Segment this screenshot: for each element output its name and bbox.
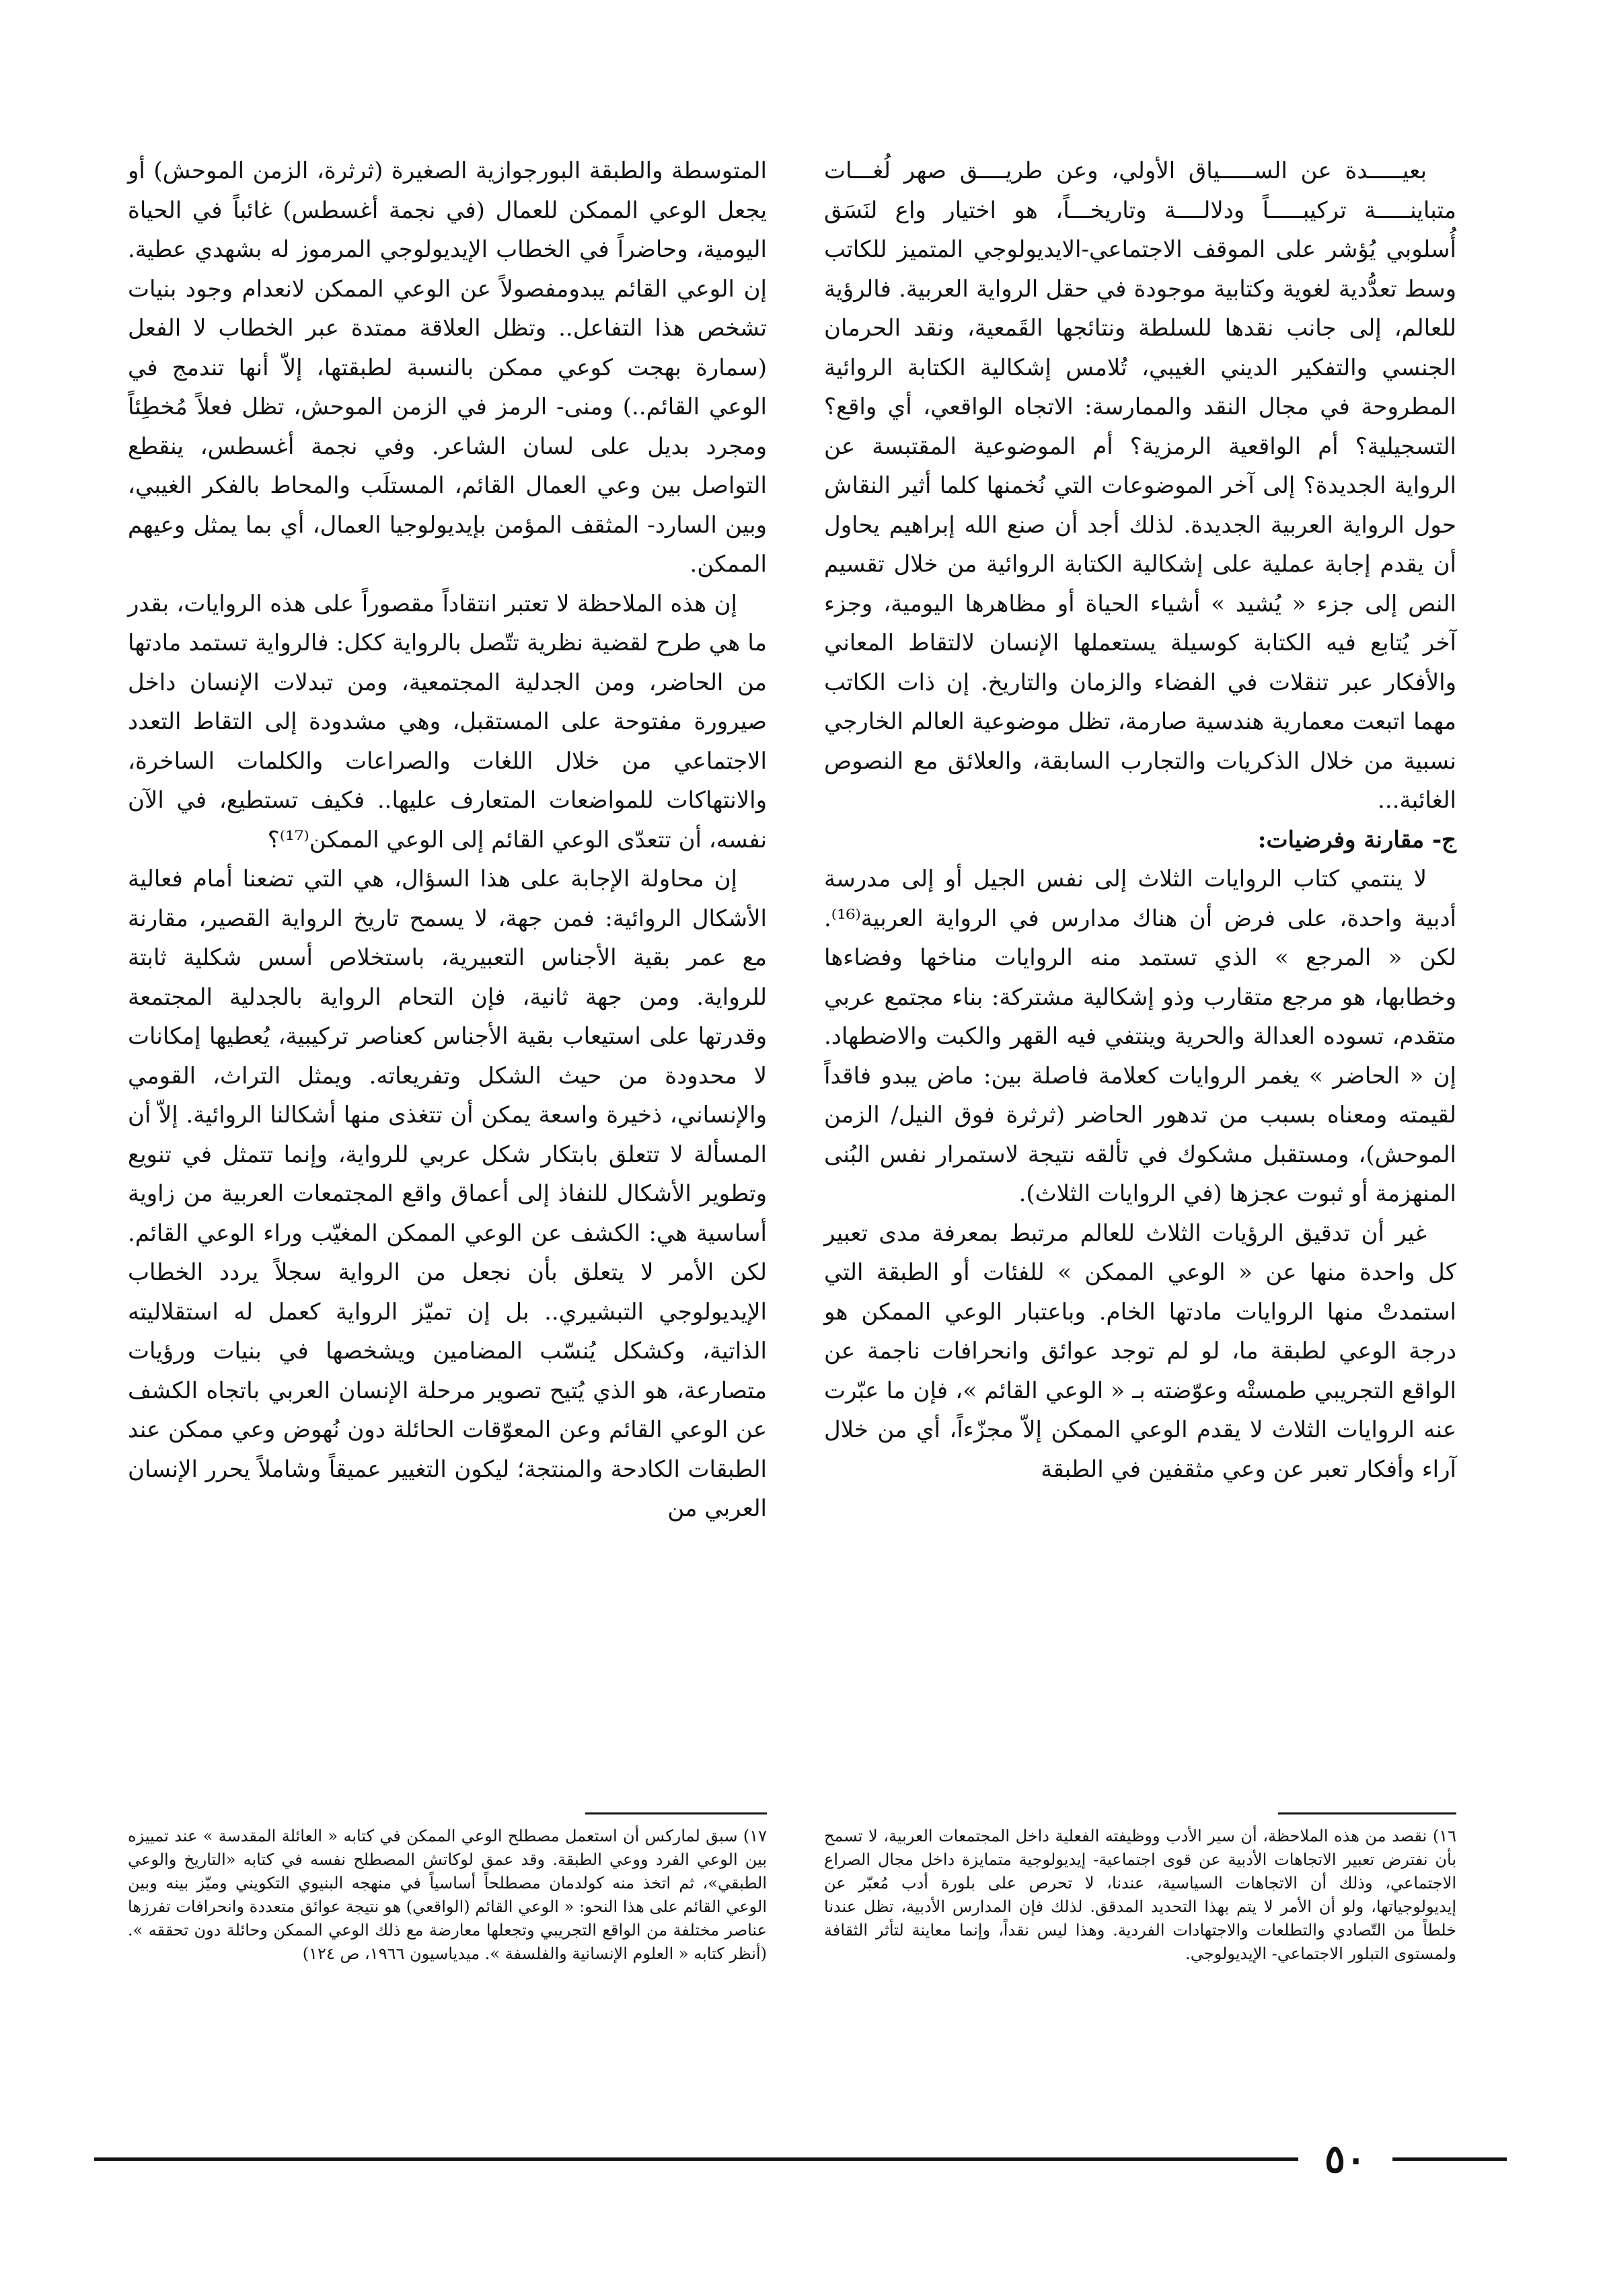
paragraph: المتوسطة والطبقة البورجوازية الصغيرة (ثرثرة، الزمن الموحش) أو يجعل الوعي الممكن للعمال (في نجمة أغسطس) غائباً في الحياة اليومية، وحاضراً في الخطاب الإيديولوجي المرموز له بشهدي عطية. إن الوعي القائم يبدومفصولاً عن الوعي الممكن لانعدام وجود بنيات تشخص هذا التفاعل.. وتظل العلاقة ممتدة عبر الخطاب لا الفعل (سمارة بهجت كوعي ممكن بالنسبة لطبقتها، إلاّ أنها تندمج في الوعي القائم..) ومنى- الرمز في الزمن الموحش، تظل فعلاً مُخطِئاً ومجرد بديل على لسان الشاعر. وفي نجمة أغسطس، ينقطع التواصل بين وعي العمال القائم، المستلَب والمحاط بالفكر الغيبي، وبين السارد- المثقف المؤمن بإيديولوجيا العمال، أي بما يمثل وعيهم الممكن. — [128, 157, 767, 578]
footnote-16 — [824, 1825, 1456, 1966]
paragraph: إن هذه الملاحظة لا تعتبر انتقاداً مقصوراً على هذه الروايات، بقدر ما هي طرح لقضية نظرية تتّصل بالرواية ككل: فالرواية تستمد مادتها من الحاضر، ومن الجدلية المجتمعية، ومن تبدلات الإنسان داخل صيرورة مفتوحة على المستقبل، وهي مشدودة إلى التقاط التعدد الاجتماعي من خلال اللغات والصراعات والكلمات الساخرة، والانتهاكات للمواضعات المتعارف عليها.. فكيف تستطيع، في الآن نفسه، أن تتعدّى الوعي القائم إلى الوعي الممكن⁽¹⁷⁾؟ — [128, 590, 767, 853]
footnote-rule-left — [585, 1812, 767, 1814]
footnote-text: ١٧) سبق لماركس أن استعمل مصطلح الوعي الممكن في كتابه « العائلة المقدسة » عند تمييزه بين الوعي الفرد ووعي الطبقة. وقد عمق لوكاتش المصطلح نفسه في كتابه «التاريخ والوعي الطبقي»، ثم اتخذ منه كولدمان مصطلحاً أساسياً في منهجه البنيوي التكويني وميّز بينه وبين الوعي القائم على هذا النحو: « الوعي القائم (الواقعي) هو نتيجة عوائق متعددة وانحرافات تفرزها عناصر مختلفة من الواقع التجريبي وتجعلها معارضة مع ذلك الوعي الممكن وحائلة دون تحققه ». (أنظر كتابه « العلوم الإنسانية والفلسفة ». ميدياسيون ١٩٦٦، ص ١٢٤) — [128, 1827, 768, 1963]
right-column — [824, 151, 1456, 1489]
footer-rule-right — [1392, 2157, 1507, 2161]
footnote-text: ١٦) نقصد من هذه الملاحظة، أن سير الأدب ووظيفته الفعلية داخل المجتمعات العربية، لا تسمح بأن نفترض تعبير الاتجاهات الأدبية عن قوى اجتماعية- إيديولوجية متمايزة داخل مجال الصراع الاجتماعي، وذلك أن الاتجاهات السياسية، عندنا، لا تحرص على بلورة أدب مُعبّر عن إيديولوجياتها، ولو أن الأمر لا يتم بهذا التحديد المدقق. لذلك فإن المدارس الأدبية، تظل عندنا خلطاً من التّصادي والتطلعات والاجتهادات الفردية. وهذا ليس نقداً، وإنما معاينة لتأثر الثقافة ولمستوى التبلور الاجتماعي- الإيديولوجي. — [824, 1827, 1456, 1963]
footer-rule-left — [94, 2157, 1298, 2161]
paragraph: غير أن تدقيق الرؤيات الثلاث للعالم مرتبط بمعرفة مدى تعبير كل واحدة منها عن « الوعي الممكن » للفئات أو الطبقة التي استمدتْ منها الروايات مادتها الخام. وباعتبار الوعي الممكن هو درجة الوعي لطبقة ما، لو لم توجد عوائق وانحرافات ناجمة عن الواقع التجريبي طمستْه وعوّضته بـ « الوعي القائم »، فإن ما عبّرت عنه الروايات الثلاث لا يقدم الوعي الممكن إلاّ مجزّءاً، أي من خلال آراء وأفكار تعبر عن وعي مثقفين في الطبقة — [824, 1219, 1456, 1483]
paragraph: لا ينتمي كتاب الروايات الثلاث إلى نفس الجيل أو إلى مدرسة أدبية واحدة، على فرض أن هناك مدارس في الرواية العربية⁽¹⁶⁾. لكن « المرجع » الذي تستمد منه الروايات مناخها وفضاءها وخطابها، هو مرجع متقارب وذو إشكالية مشتركة: بناء مجتمع عربي متقدم، تسوده العدالة والحرية وينتفي فيه القهر والكبت والاضطهاد. إن « الحاضر » يغمر الروايات كعلامة فاصلة بين: ماض يبدو فاقداً لقيمته ومعناه بسبب من تدهور الحاضر (ثرثرة فوق النيل/ الزمن الموحش)، ومستقبل مشكوك في تألقه نتيجة لاستمرار نفس البُنى المنهزمة أو ثبوت عجزها (في الروايات الثلاث). — [824, 866, 1456, 1207]
footnote-17 — [128, 1825, 767, 1966]
page-number: ٥٠ — [1324, 2136, 1367, 2182]
footnote-rule-right — [1278, 1812, 1456, 1814]
section-heading: ج- مقارنة وفرضيات: — [1257, 826, 1456, 853]
left-column — [128, 151, 767, 1529]
paragraph: إن محاولة الإجابة على هذا السؤال، هي التي تضعنا أمام فعالية الأشكال الروائية: فمن جهة، لا يسمح تاريخ الرواية القصير، مقارنة مع عمر بقية الأجناس التعبيرية، باستخلاص أسس شكلية ثابتة للرواية. ومن جهة ثانية، فإن التحام الرواية بالجدلية المجتمعة وقدرتها على استيعاب بقية الأجناس كعناصر تركيبية، يُعطيها إمكانات لا محدودة من حيث الشكل وتفريعاته. ويمثل التراث، القومي والإنساني، ذخيرة واسعة يمكن أن تتغذى منها أشكالنا الروائية. إلاّ أن المسألة لا تتعلق بابتكار شكل عربي للرواية، وإنما تتمثل في تنويع وتطوير الأشكال للنفاذ إلى أعماق واقع المجتمعات العربية من زاوية أساسية هي: الكشف عن الوعي الممكن المغيّب وراء الوعي القائم. لكن الأمر لا يتعلق بأن نجعل من الرواية سجلاً يردد الخطاب الإيديولوجي التبشيري.. بل إن تميّز الرواية كعمل له استقلاليته الذاتية، وكشكل يُنسّب المضامين ويشخصها في بنيات ورؤيات متصارعة، هو الذي يُتيح تصوير مرحلة الإنسان العربي باتجاه الكشف عن الوعي القائم وعن المعوّقات الحائلة دون نُهوض وعي ممكن عند الطبقات الكادحة والمنتجة؛ ليكون التغيير عميقاً وشاملاً يحرر الإنسان العربي من — [128, 866, 767, 1522]
paragraph: بعيـــــدة عن الســـــياق الأولي، وعن طريــــق صهر لُغـــات متباينـــــة تركيبـــــاً ودلالــــة وتاريخـــاً، هو اختيار واع لنَسَق أُسلوبي يُؤشر على الموقف الاجتماعي-الايديولوجي المتميز للكاتب وسط تعدُّدية لغوية وكتابية موجودة في حقل الرواية العربية. فالرؤية للعالم، إلى جانب نقدها للسلطة ونتائجها القَمعية، ونقد الحرمان الجنسي والتفكير الديني الغيبي، تُلامس إشكالية الكتابة الروائية المطروحة في مجال النقد والممارسة: الاتجاه الواقعي، أي واقع؟ التسجيلية؟ أم الواقعية الرمزية؟ أم الموضوعية المقتبسة عن الرواية الجديدة؟ إلى آخر الموضوعات التي نُخمنها كلما أثير النقاش حول الرواية العربية الجديدة. لذلك أجد أن صنع الله إبراهيم يحاول أن يقدم إجابة عملية على إشكالية الكتابة الروائية من خلال تقسيم النص إلى جزء « يُشيد » أشياء الحياة أو مظاهرها اليومية، وجزء آخر يُتابع فيه الكتابة كوسيلة يستعملها الإنسان لالتقاط المعاني والأفكار عبر تنقلات في الفضاء والزمان والتاريخ. إن ذات الكاتب مهما اتبعت معمارية هندسية صارمة، تظل موضوعية العالم الخارجي نسبية من خلال الذكريات والتجارب السابقة، والعلائق مع النصوص الغائبة... — [824, 157, 1456, 814]
